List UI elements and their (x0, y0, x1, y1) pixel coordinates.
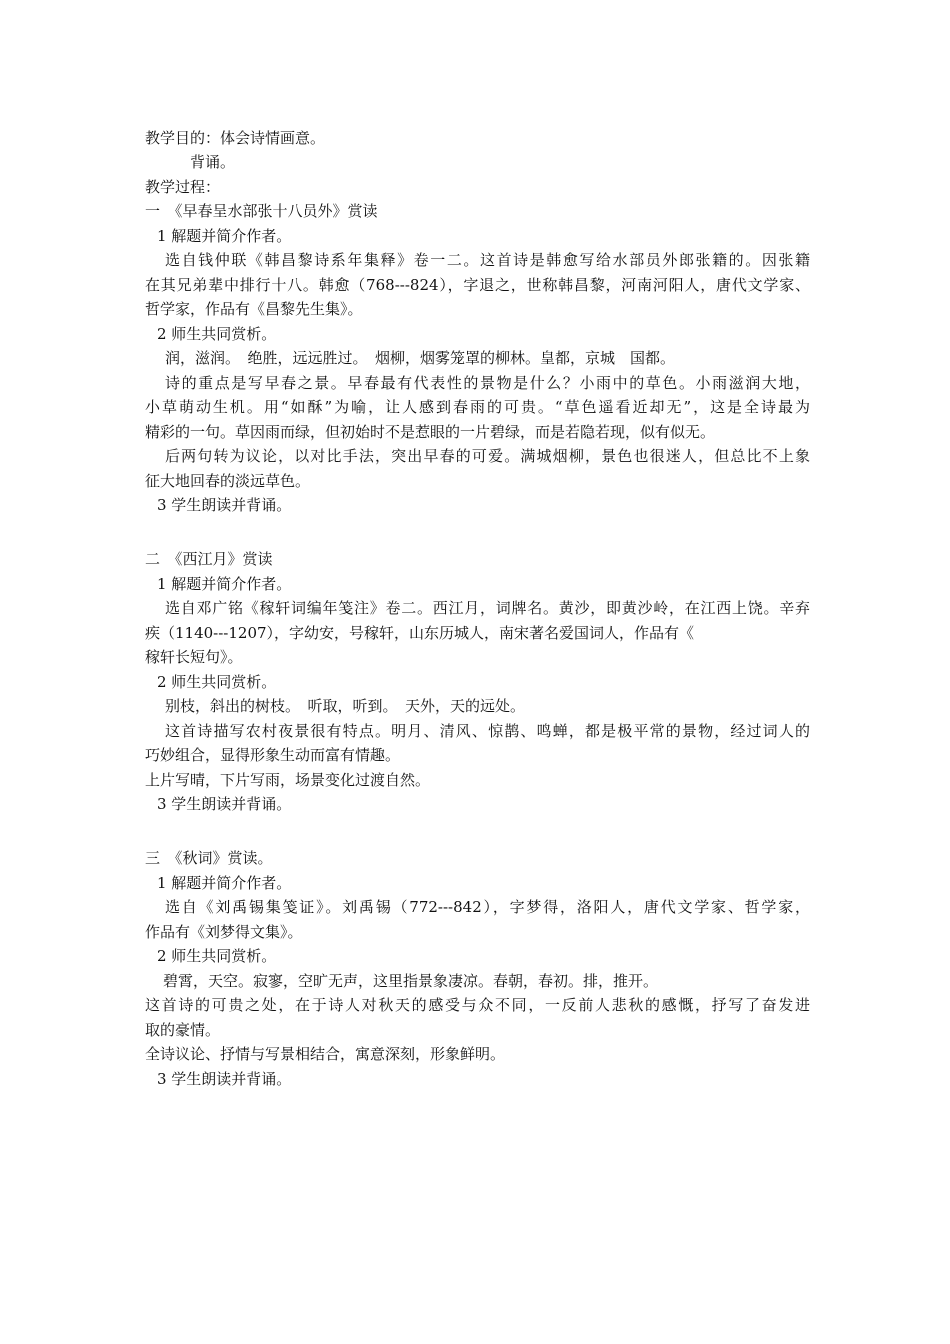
text-line: 作品有《刘梦得文集》。 (145, 923, 303, 941)
text-line: 疾（1140---1207），字幼安，号稼轩，山东历城人，南宋著名爱国词人，作品有《 (145, 624, 695, 642)
text-line: 小草萌动生机。用“如酥”为喻，让人感到春雨的可贵。“草色遥看近却无”，这是全诗最为 (145, 398, 810, 416)
text-line: 这首诗的可贵之处，在于诗人对秋天的感受与众不同，一反前人悲秋的感慨，抒写了奋发进 (145, 996, 810, 1014)
text-line: 这首诗描写农村夜景很有特点。明月、清风、惊鹊、鸣蝉，都是极平常的景物，经过词人的 (165, 722, 810, 740)
text-line: 碧霄，天空。寂寥，空旷无声，这里指景象凄凉。春朝，春初。排，推开。 (163, 972, 659, 990)
text-line: 巧妙组合，显得形象生动而富有情趣。 (145, 746, 401, 764)
text-line: 在其兄弟辈中排行十八。韩愈（768---824），字退之，世称韩昌黎，河南河阳人，唐代文学家、 (145, 276, 810, 294)
section-heading: 三 《秋词》赏读。 (145, 849, 273, 867)
text-line: 背诵。 (190, 153, 236, 171)
text-line: 选自《刘禹锡集笺证》。刘禹锡（772---842），字梦得，洛阳人，唐代文学家、哲学家， (165, 898, 810, 916)
text-line: 3 学生朗读并背诵。 (157, 795, 292, 813)
text-line: 2 师生共同赏析。 (157, 673, 277, 691)
section-heading: 一 《早春呈水部张十八员外》赏读 (145, 202, 378, 220)
text-line: 哲学家，作品有《昌黎先生集》。 (145, 300, 363, 318)
text-line: 后两句转为议论，以对比手法，突出早春的可爱。满城烟柳，景色也很迷人，但总比不上象 (165, 447, 810, 465)
text-line: 1 解题并简介作者。 (157, 874, 292, 892)
text-line: 2 师生共同赏析。 (157, 325, 277, 343)
text-line: 别枝，斜出的树枝。 听取，听到。 天外，天的远处。 (165, 697, 526, 715)
text-line: 1 解题并简介作者。 (157, 575, 292, 593)
text-line: 上片写晴，下片写雨，场景变化过渡自然。 (145, 771, 431, 789)
text-line: 3 学生朗读并背诵。 (157, 496, 292, 514)
text-line: 教学目的：体会诗情画意。 (145, 129, 326, 147)
text-line: 2 师生共同赏析。 (157, 947, 277, 965)
text-line: 3 学生朗读并背诵。 (157, 1070, 292, 1088)
text-line: 诗的重点是写早春之景。早春最有代表性的景物是什么？小雨中的草色。小雨滋润大地， (165, 374, 810, 392)
text-line: 教学过程： (145, 178, 221, 196)
text-line: 全诗议论、抒情与写景相结合，寓意深刻，形象鲜明。 (145, 1045, 506, 1063)
text-line: 选自钱仲联《韩昌黎诗系年集释》卷一二。这首诗是韩愈写给水部员外郎张籍的。因张籍 (165, 251, 810, 269)
text-line: 稼轩长短句》。 (145, 648, 243, 666)
text-line: 润，滋润。 绝胜，远远胜过。 烟柳，烟雾笼罩的柳林。皇都，京城 国都。 (165, 349, 676, 367)
section-heading: 二 《西江月》赏读 (145, 550, 273, 568)
text-line: 取的豪情。 (145, 1021, 221, 1039)
text-line: 1 解题并简介作者。 (157, 227, 292, 245)
text-line: 征大地回春的淡远草色。 (145, 472, 311, 490)
text-line: 选自邓广铭《稼轩词编年笺注》卷二。西江月，词牌名。黄沙，即黄沙岭，在江西上饶。辛弃 (165, 599, 810, 617)
text-line: 精彩的一句。草因雨而绿，但初始时不是惹眼的一片碧绿，而是若隐若现，似有似无。 (145, 423, 716, 441)
